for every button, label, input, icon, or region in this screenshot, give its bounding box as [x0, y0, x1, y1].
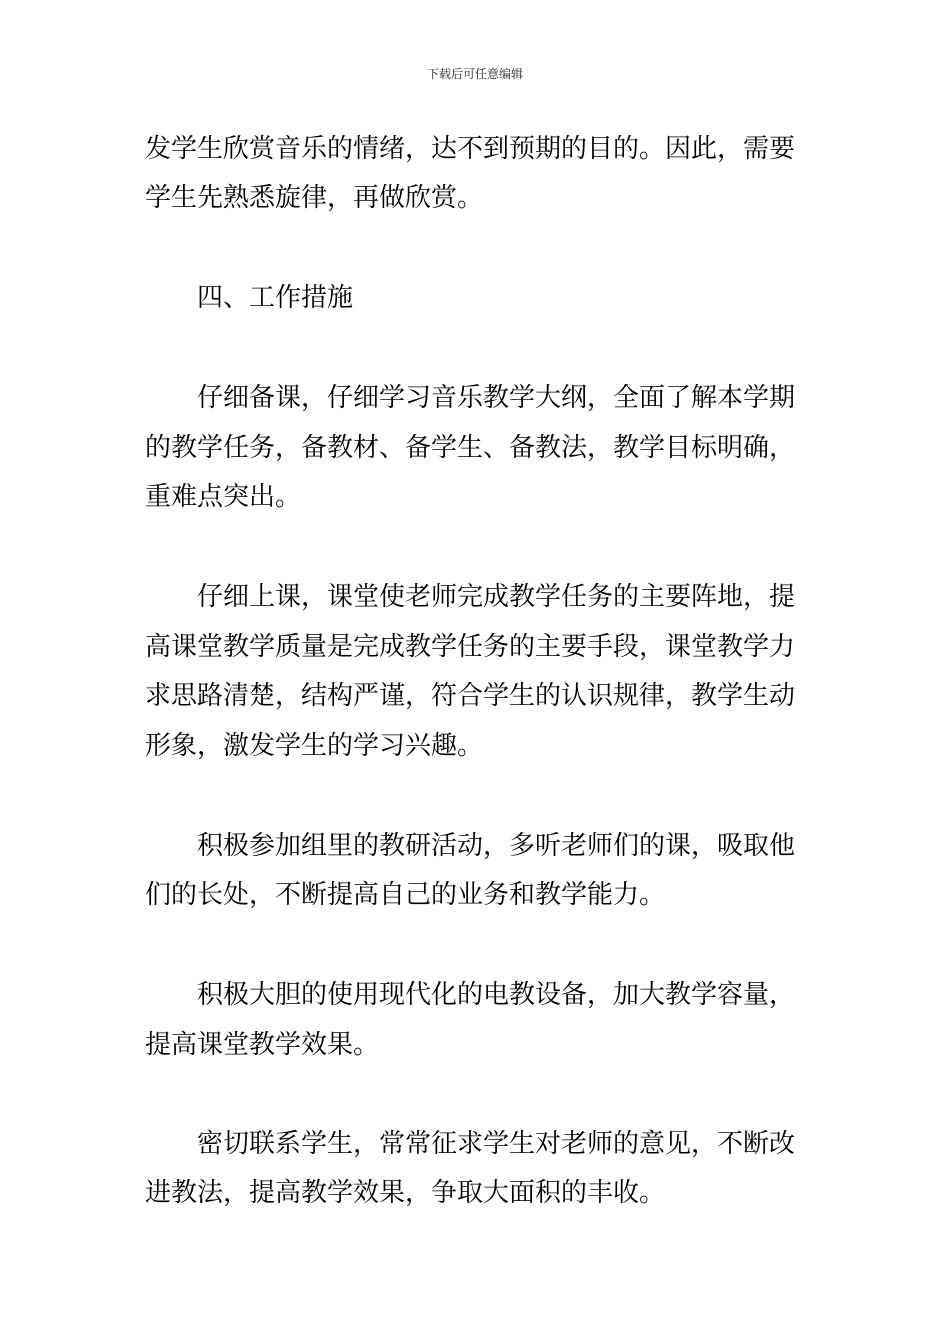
paragraph-1-line-1: 发学生欣赏音乐的情绪，达不到预期的目的。因此，需要 [145, 134, 796, 164]
paragraph-5-line-1: 积极参加组里的教研活动，多听老师们的课，吸取他 [197, 831, 796, 861]
paragraph-3-line-3: 重难点突出。 [145, 482, 302, 512]
paragraph-5-line-2: 们的长处，不断提高自己的业务和教学能力。 [145, 880, 666, 910]
paragraph-6-line-1: 积极大胆的使用现代化的电教设备，加大教学容量， [197, 980, 796, 1010]
paragraph-6-line-2: 提高课堂教学效果。 [145, 1030, 380, 1060]
paragraph-1-line-2: 学生先熟悉旋律，再做欣赏。 [145, 183, 484, 213]
paragraph-4-line-4: 形象，激发学生的学习兴趣。 [145, 731, 484, 761]
section-heading: 四、工作措施 [197, 283, 354, 313]
paragraph-4-line-1: 仔细上课，课堂使老师完成教学任务的主要阵地，提 [197, 582, 796, 612]
page-header: 下载后可任意编辑 [426, 67, 523, 81]
paragraph-7-line-2: 进教法，提高教学效果，争取大面积的丰收。 [145, 1178, 666, 1208]
paragraph-4-line-2: 高课堂教学质量是完成教学任务的主要手段，课堂教学力 [145, 632, 796, 662]
paragraph-7-line-1: 密切联系学生，常常征求学生对老师的意见，不断改 [197, 1129, 796, 1159]
paragraph-4-line-3: 求思路清楚，结构严谨，符合学生的认识规律，教学生动 [145, 681, 796, 711]
paragraph-3-line-1: 仔细备课，仔细学习音乐教学大纲，全面了解本学期 [197, 383, 796, 413]
paragraph-3-line-2: 的教学任务，备教材、备学生、备教法，教学目标明确， [145, 433, 796, 463]
